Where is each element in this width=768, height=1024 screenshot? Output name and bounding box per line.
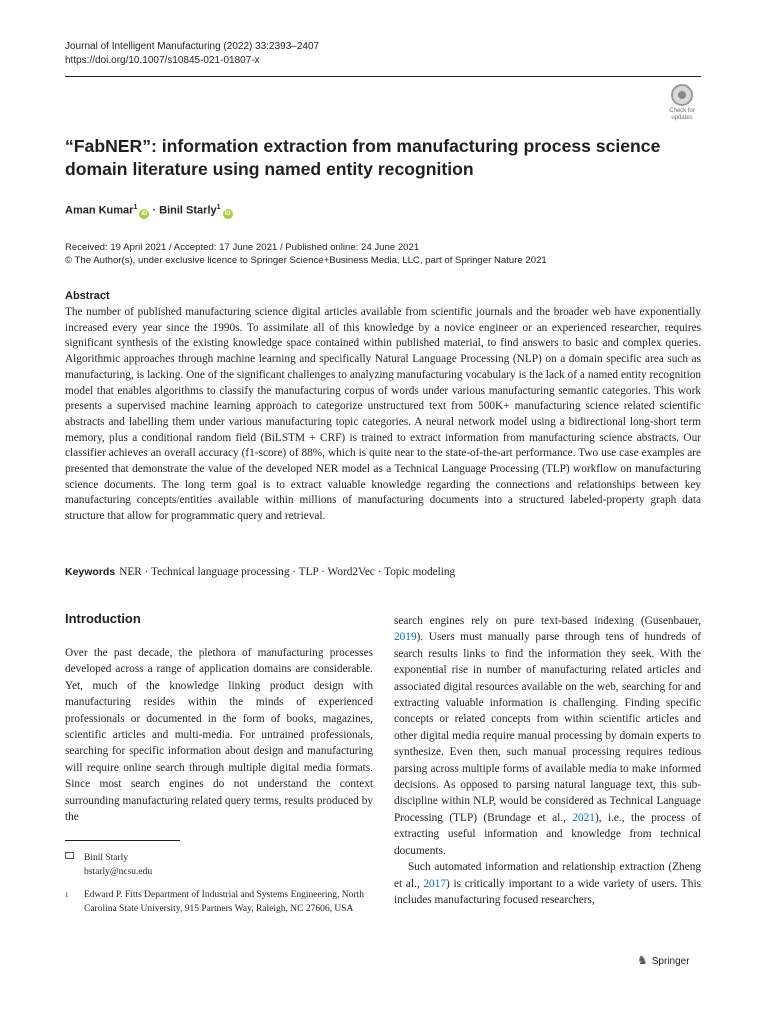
envelope-icon (65, 852, 74, 859)
update-icon (671, 84, 693, 106)
orcid-icon[interactable]: iD (141, 210, 148, 217)
springer-horse-icon: ♞ (637, 953, 648, 967)
citation-link[interactable]: 2021 (572, 811, 595, 824)
footnote-rule (65, 840, 180, 841)
affiliation: 1 Edward P. Fitts Department of Industrial and Systems Engineering, North Carolina State University, 915 Partners Way, Raleigh, NC 27606, USA (65, 890, 364, 914)
introduction-heading: Introduction (65, 611, 141, 626)
citation-link[interactable]: 2019 (394, 631, 417, 644)
check-for-updates-badge[interactable]: Check for updates (662, 84, 702, 124)
doi-link[interactable]: https://doi.org/10.1007/s10845-021-01807-x (65, 55, 260, 66)
journal-header (65, 40, 319, 68)
article-dates: Received: 19 April 2021 / Accepted: 17 June 2021 / Published online: 24 June 2021 © The Author(s), under exclusive licence to Springer Science+Business Media, LLC, part of Springer Nature 2021 (65, 242, 547, 266)
abstract-text: The number of published manufacturing science digital articles available from scientific journals and the broader web have exponentially increased every year since the 1990s. To assimilate all of this knowledge by a novice engineer or an experienced researcher, requires significant synthesis of the existing knowledge space contained within published material, to find answers to basic and complex queries. Algorithmic approaches through machine learning and specifically Natural Language Processing (NLP) on a domain specific area such as manufacturing, is lacking. One of the significant challenges to analyzing manufacturing vocabulary is the lack of a named entity recognition model that enables algorithms to classify the manufacturing corpus of words under various manufacturing semantic categories. This work presents a supervised machine learning approach to categorize unstructured text from 500K+ manufacturing science related scientific abstracts and labelling them under various manufacturing topic categories. A neural network model using a bidirectional long-short term memory, plus a conditional random field (BiLSTM + CRF) is trained to extract information from manufacturing science abstracts. Our classifier achieves an overall accuracy (f1-score) of 88%, which is quite near to the state-of-the-art performance. Two use case examples are presented that demonstrate the value of the developed NER model as a Technical Language Processing (TLP) workflow on manufacturing science documents. The long term goal is to extract valuable knowledge regarding the connections and relationships between key manufacturing concepts/entities available within millions of manufacturing documents into a structured labeled-property graph data structure that allow for programmatic query and retrieval. (65, 306, 701, 523)
author-name[interactable]: Aman Kumar (65, 204, 134, 217)
keywords (65, 566, 701, 578)
email-link[interactable]: bstarly@ncsu.edu (84, 867, 153, 877)
intro-column-2: search engines rely on pure text-based indexing (Gusenbauer, 2019). Users must manually parse through tens of hundreds of search results links to find the information they seek. With the exponential rise in number of manufacturing related articles and associated digital resources available on the web, searching for and extracting valuable information is challenging. Finding specific concepts or related concepts from within scientific articles and other digital media require manual processing by domain experts to synthesize. Even then, such manual processing requires tedious parsing across multiple forms of available media to make informed decisions. As opposed to parsing natural language text, this sub-discipline within NLP, would be considered as Technical Language Processing (TLP) (Brundage et al., 2021), i.e., the process of extracting useful information and knowledge from technical documents. Such automated information and relationship extraction (Zheng et al., 2017) is critically important to a wide variety of users. This includes manufacturing focused researchers, (394, 615, 701, 906)
article-title: “FabNER”: information extraction from manufacturing process science domain literature using named entity recognition (65, 136, 661, 179)
intro-column-1: Over the past decade, the plethora of manufacturing processes developed across a range of application domains are considerable. Yet, much of the knowledge linking product design with manufacturing resides within the minds of experienced professionals or documented in the form of books, magazines, scientific articles and multi-media. For untrained professionals, searching for specific information about design and manufacturing will require online search through multiple digital media formats. Since most search engines do not understand the context surrounding manufacturing related query terms, results produced by the (65, 647, 373, 824)
author-name[interactable]: Binil Starly (159, 204, 217, 217)
keywords-list: NER · Technical language processing · TLP · Word2Vec · Topic modeling (119, 566, 456, 578)
header-rule (65, 76, 701, 77)
keywords-label: Keywords (65, 566, 116, 578)
orcid-icon[interactable]: iD (224, 210, 231, 217)
abstract-heading: Abstract (65, 290, 110, 302)
publisher-logo: ♞ Springer (637, 953, 690, 967)
corresponding-author: Binil Starly bstarly@ncsu.edu (65, 851, 365, 879)
citation-link[interactable]: 2017 (423, 877, 446, 890)
author-list: Aman Kumar$^1$iD · Binil Starly$^1$iD (65, 204, 231, 217)
journal-citation: Journal of Intelligent Manufacturing (2022) 33:2393–2407 (65, 41, 320, 52)
